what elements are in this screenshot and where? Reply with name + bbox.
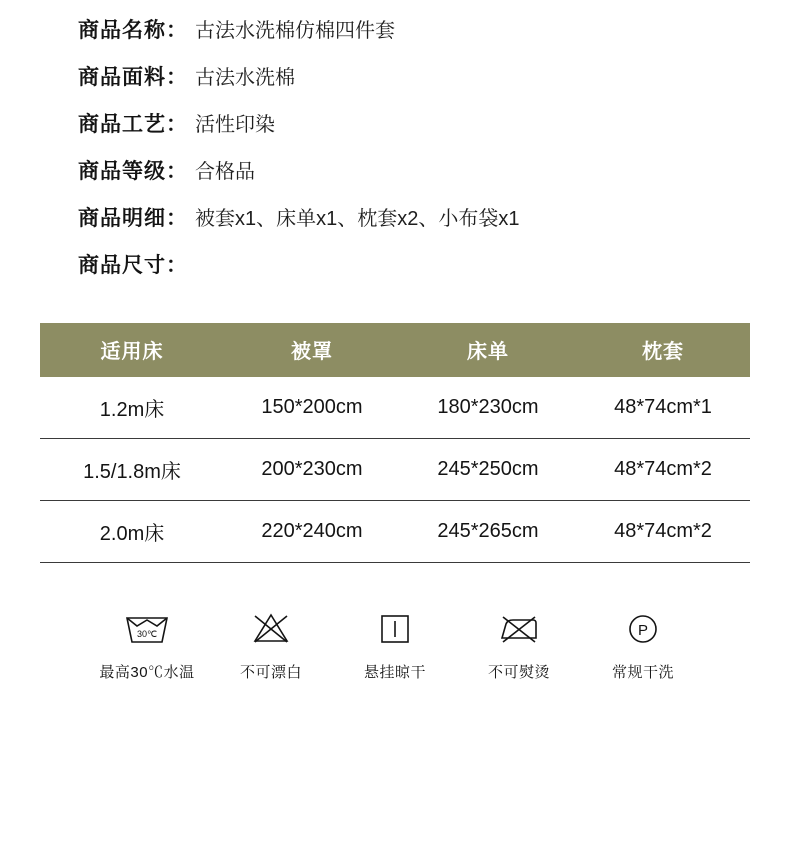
do-not-iron-icon	[495, 605, 543, 651]
spec-row	[78, 14, 790, 44]
spec-label: 商品明细	[78, 207, 166, 230]
care-caption: 常规干洗	[611, 664, 674, 681]
cell-duvet: 150*200cm	[224, 377, 400, 439]
spec-colon: ：	[166, 19, 187, 42]
table-row	[40, 377, 750, 439]
cell-bed: 1.2m床	[40, 377, 224, 439]
table-row	[40, 501, 750, 563]
spec-colon: ：	[166, 254, 187, 277]
product-spec-list	[0, 0, 790, 279]
care-item	[457, 605, 581, 682]
column-header-duvet: 被罩	[224, 323, 400, 377]
hang-dry-icon	[375, 605, 415, 651]
spec-colon: ：	[166, 207, 187, 230]
spec-row	[78, 155, 790, 185]
spec-value: 古法水洗棉	[195, 67, 295, 89]
spec-value: 活性印染	[195, 114, 275, 136]
spec-row	[78, 202, 790, 232]
column-header-bed: 适用床	[40, 323, 224, 377]
cell-pillowcase: 48*74cm*2	[576, 501, 750, 563]
care-item	[209, 605, 333, 682]
cell-pillowcase: 48*74cm*2	[576, 439, 750, 501]
cell-bed: 1.5/1.8m床	[40, 439, 224, 501]
svg-text:P: P	[637, 622, 649, 639]
size-table	[40, 323, 750, 563]
spec-value: 被套x1、床单x1、枕套x2、小布袋x1	[195, 208, 520, 230]
table-row	[40, 439, 750, 501]
care-instructions	[0, 605, 790, 682]
spec-value: 古法水洗棉仿棉四件套	[195, 20, 395, 42]
do-not-bleach-icon	[248, 605, 294, 651]
spec-label: 商品名称	[78, 19, 166, 42]
cell-bed: 2.0m床	[40, 501, 224, 563]
care-caption: 悬挂晾干	[363, 664, 426, 681]
spec-value: 合格品	[195, 161, 255, 183]
table-header-row	[40, 323, 750, 377]
spec-row	[78, 108, 790, 138]
spec-label: 商品等级	[78, 160, 166, 183]
column-header-pillowcase: 枕套	[576, 323, 750, 377]
cell-duvet: 200*230cm	[224, 439, 400, 501]
spec-label: 商品面料	[78, 66, 166, 89]
size-table-wrapper	[0, 323, 790, 563]
spec-label: 商品尺寸	[78, 254, 166, 277]
cell-pillowcase: 48*74cm*1	[576, 377, 750, 439]
care-caption: 最高30℃水温	[99, 664, 195, 681]
care-caption: 不可漂白	[239, 664, 302, 681]
care-item	[333, 605, 457, 682]
care-item	[85, 605, 209, 682]
cell-sheet: 180*230cm	[400, 377, 576, 439]
spec-colon: ：	[166, 66, 187, 89]
dry-clean-p-icon	[623, 605, 663, 651]
spec-row	[78, 61, 790, 91]
spec-label: 商品工艺	[78, 113, 166, 136]
spec-colon: ：	[166, 160, 187, 183]
spec-colon: ：	[166, 113, 187, 136]
cell-sheet: 245*250cm	[400, 439, 576, 501]
cell-duvet: 220*240cm	[224, 501, 400, 563]
cell-sheet: 245*265cm	[400, 501, 576, 563]
spec-row	[78, 249, 790, 279]
size-table-body	[40, 377, 750, 563]
column-header-sheet: 床单	[400, 323, 576, 377]
care-caption: 不可熨烫	[487, 664, 550, 681]
care-item	[581, 605, 705, 682]
svg-text:30℃: 30℃	[136, 629, 158, 639]
size-table-head	[40, 323, 750, 377]
wash-30-icon	[121, 605, 173, 651]
